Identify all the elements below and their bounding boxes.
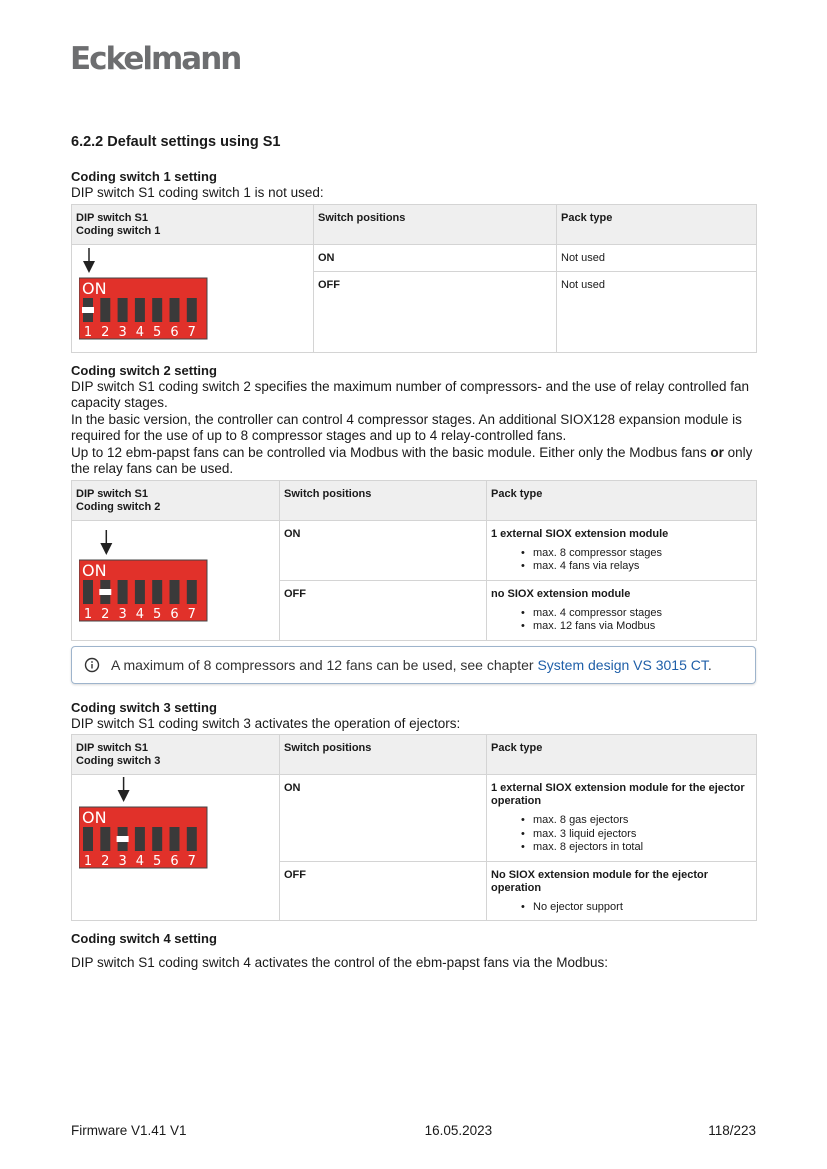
bullet-list [491,901,752,915]
switch2-intro-1: DIP switch S1 coding switch 2 specifies the maximum number of compressors- and the use of relay controlled fan capacity stages. [71,378,750,410]
pack-type-cell: 1 external SIOX extension module • max. 8 compressor stages • max. 4 fans via relays [487,520,757,580]
col-pack-type: Pack type [487,480,757,520]
table-row [72,244,757,271]
position-cell: OFF [280,580,487,640]
table-header-row [72,735,757,775]
bullet-list [491,547,752,574]
dip-toggle-active [82,307,94,313]
switch4-heading: Coding switch 4 setting [71,931,217,946]
switch2-block [71,363,756,684]
pointer-arrow-icon [83,248,95,273]
dip-slot [100,298,110,322]
dip-number-label: 2 [101,607,110,622]
dip-on-label: ON [82,279,107,298]
position-cell: ON [314,244,557,271]
section-title: 6.2.2 Default settings using S1 [71,134,281,150]
dip-on-label: ON [82,808,107,827]
dip-slot [187,580,197,604]
dip-switch-2-icon [79,528,239,632]
switch2-table [71,480,757,641]
dip-number-label: 5 [153,607,162,622]
switch3-table [71,734,757,921]
dip-switch-image [72,520,280,640]
page-content [71,130,756,972]
col-dip-switch: DIP switch S1 Coding switch 1 [72,204,314,244]
col-dip-switch: DIP switch S1 Coding switch 2 [72,480,280,520]
list-item: • max. 8 gas ejectors [533,814,752,828]
list-item: • max. 4 compressor stages [533,607,752,621]
pack-type-cell: Not used [557,271,757,352]
list-item: • max. 12 fans via Modbus [533,620,752,634]
dip-slot [135,580,145,604]
dip-on-label: ON [82,561,107,580]
switch3-block [71,700,756,922]
dip-slot [135,298,145,322]
dip-number-label: 1 [83,325,93,340]
dip-number-label: 5 [153,325,162,340]
footer-date: 16.05.2023 [424,1123,493,1138]
dip-number-label: 3 [118,325,127,340]
note-text: A maximum of 8 compressors and 12 fans can be used, see chapter System design VS 3015 CT. [111,656,712,673]
dip-number-label: 1 [83,854,93,869]
list-item: • max. 8 ejectors in total [533,841,752,855]
position-cell: OFF [314,271,557,352]
info-icon [84,657,100,673]
system-design-link[interactable]: System design VS 3015 CT [537,656,708,673]
dip-toggle-active [117,836,129,842]
switch1-intro: DIP switch S1 coding switch 1 is not used: [71,185,324,200]
dip-slot [170,580,180,604]
dip-number-label: 5 [153,854,162,869]
dip-number-label: 1 [83,607,93,622]
list-item: • max. 3 liquid ejectors [533,828,752,842]
dip-number-label: 7 [187,607,196,622]
dip-slot [118,580,128,604]
position-cell: OFF [280,861,487,921]
switch2-intro-3: Up to 12 ebm-papst fans can be controlled via Modbus with the basic module. Either only the Modbus fans or only the relay fans can be used. [71,444,753,476]
dip-slot [100,827,110,851]
dip-slot [187,827,197,851]
dip-number-label: 2 [101,325,110,340]
switch1-heading: Coding switch 1 setting [71,169,217,184]
switch2-heading: Coding switch 2 setting [71,362,217,378]
col-pack-type: Pack type [487,735,757,775]
table-header-row [72,204,757,244]
position-cell: ON [280,520,487,580]
footer-page-number: 118/223 [708,1123,756,1138]
pointer-arrow-icon [118,777,130,802]
pack-type-cell: 1 external SIOX extension module for the ejector operation • max. 8 gas ejectors • max. 3 liquid ejectors • max. 8 ejectors in total [487,775,757,862]
dip-slot [152,827,162,851]
col-pack-type: Pack type [557,204,757,244]
dip-toggle-active [99,589,111,595]
table-header-row [72,480,757,520]
dip-slot [135,827,145,851]
dip-number-label: 4 [135,854,145,869]
dip-switch-3-icon [79,775,239,879]
dip-slot [170,827,180,851]
pack-type-cell: No SIOX extension module for the ejector operation • No ejector support [487,861,757,921]
col-switch-positions: Switch positions [280,735,487,775]
table-row [72,775,757,862]
dip-number-label: 7 [187,325,196,340]
page-footer [71,1123,756,1138]
dip-number-label: 4 [135,607,145,622]
dip-number-label: 6 [170,854,179,869]
switch3-intro: DIP switch S1 coding switch 3 activates the operation of ejectors: [71,715,461,731]
bullet-list [491,814,752,855]
dip-number-label: 3 [118,854,127,869]
dip-slot [187,298,197,322]
dip-slot [83,580,93,604]
switch4-intro: DIP switch S1 coding switch 4 activates the control of the ebm-papst fans via the Modbus: [71,955,609,970]
position-cell: ON [280,775,487,862]
dip-number-label: 4 [135,325,145,340]
switch3-heading: Coding switch 3 setting [71,699,217,715]
dip-slot [118,298,128,322]
info-note [71,646,756,684]
dip-slot [152,298,162,322]
dip-number-label: 7 [187,854,196,869]
pointer-arrow-icon [100,530,112,555]
col-switch-positions: Switch positions [314,204,557,244]
dip-number-label: 6 [170,325,179,340]
switch1-block [71,169,756,353]
list-item: • No ejector support [533,901,752,915]
col-dip-switch: DIP switch S1 Coding switch 3 [72,735,280,775]
dip-switch-1-icon [79,246,239,350]
list-item: • max. 4 fans via relays [533,560,752,574]
pack-type-cell: Not used [557,244,757,271]
dip-number-label: 3 [118,607,127,622]
dip-switch-image [72,775,280,921]
dip-switch-image [72,244,314,352]
list-item: • max. 8 compressor stages [533,547,752,561]
dip-number-label: 2 [101,854,110,869]
switch4-block [71,931,756,972]
eckelmann-logo: Eckelmann [70,41,241,77]
dip-slot [170,298,180,322]
switch2-intro-2: In the basic version, the controller can control 4 compressor stages. An additional SIOX128 expansion module is required for the use of up to 8 compressor stages and up to 4 relay-controlled fans. [71,411,742,443]
switch1-table [71,204,757,353]
pack-type-cell: no SIOX extension module • max. 4 compressor stages • max. 12 fans via Modbus [487,580,757,640]
dip-slot [83,827,93,851]
dip-slot [152,580,162,604]
table-row [72,520,757,580]
dip-number-label: 6 [170,607,179,622]
col-switch-positions: Switch positions [280,480,487,520]
bullet-list [491,607,752,634]
footer-firmware: Firmware V1.41 V1 [71,1123,187,1138]
